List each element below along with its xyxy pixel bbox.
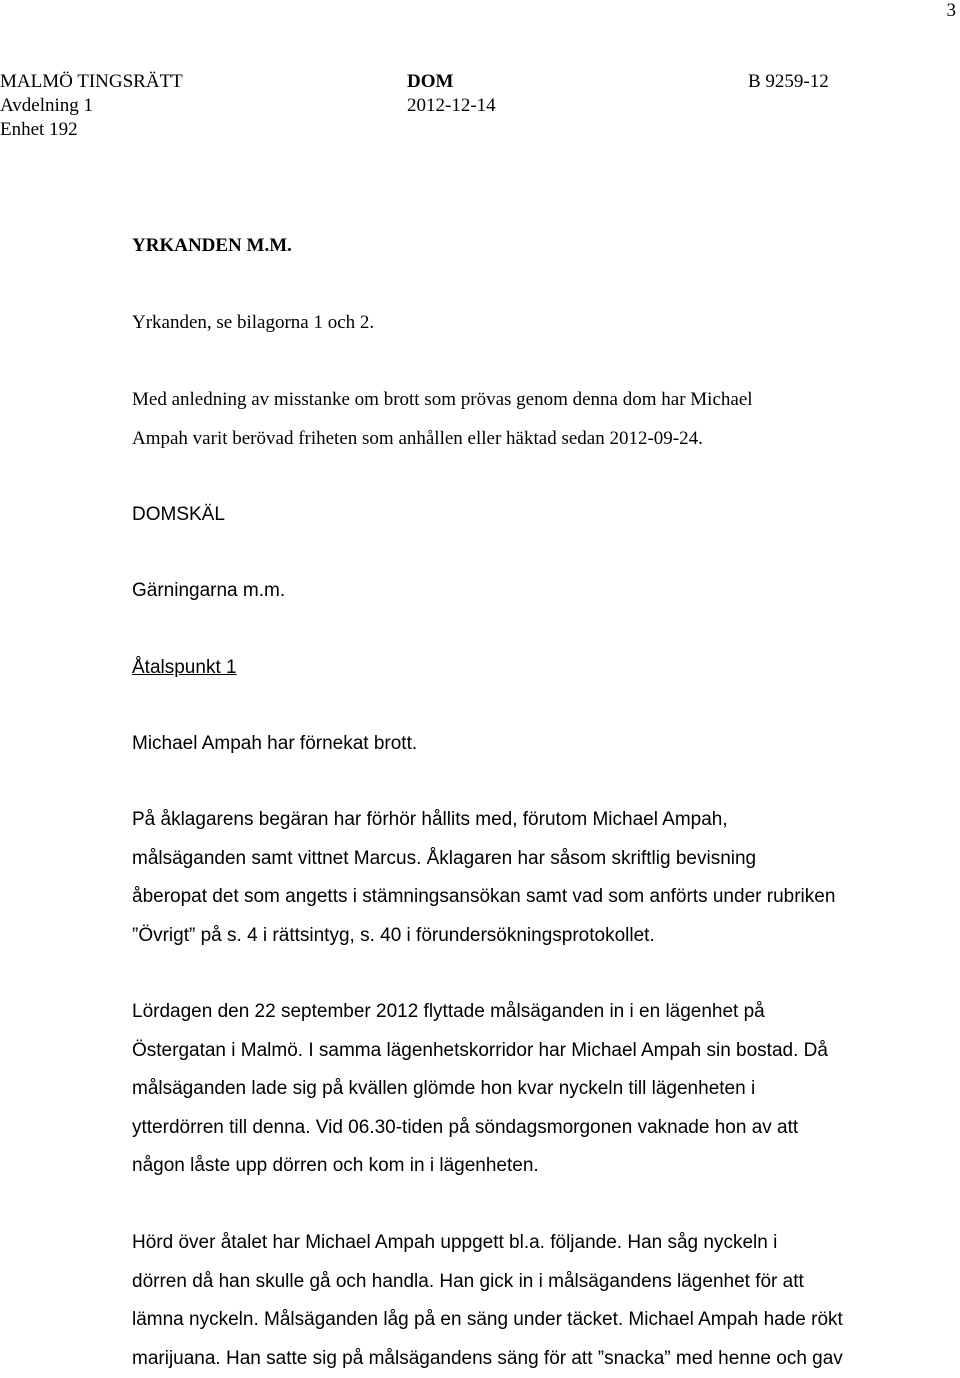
paragraph-line: lämna nyckeln. Målsäganden låg på en säng under täcket. Michael Ampah hade rökt xyxy=(132,1301,922,1340)
denial-statement: Michael Ampah har förnekat brott. xyxy=(132,733,922,755)
document-date: 2012-12-14 xyxy=(407,94,496,118)
count-title: Åtalspunkt 1 xyxy=(132,657,922,679)
paragraph-line: Hörd över åtalet har Michael Ampah uppgett bl.a. följande. Han såg nyckeln i xyxy=(132,1224,922,1263)
paragraph-line: Lördagen den 22 september 2012 flyttade målsäganden in i en lägenhet på xyxy=(132,993,922,1032)
section-heading-yrkanden: YRKANDEN M.M. xyxy=(132,235,922,257)
document-type: DOM xyxy=(407,70,496,94)
document-type-info xyxy=(407,70,496,118)
page-number: 3 xyxy=(947,0,957,22)
claims-reference: Yrkanden, se bilagorna 1 och 2. xyxy=(132,312,922,334)
paragraph-line: Ampah varit berövad friheten som anhållen eller häktad sedan 2012-09-24. xyxy=(132,420,922,459)
paragraph-line: På åklagarens begäran har förhör hållits med, förutom Michael Ampah, xyxy=(132,801,922,840)
paragraph-line: Östergatan i Malmö. I samma lägenhetskorridor har Michael Ampah sin bostad. Då xyxy=(132,1032,922,1071)
evidence-paragraph xyxy=(132,801,922,955)
facts-paragraph xyxy=(132,993,922,1186)
testimony-paragraph xyxy=(132,1224,922,1378)
paragraph-line: ”Övrigt” på s. 4 i rättsintyg, s. 40 i förundersökningsprotokollet. xyxy=(132,917,922,956)
subheading-garningarna: Gärningarna m.m. xyxy=(132,580,922,602)
court-name: MALMÖ TINGSRÄTT xyxy=(0,70,183,94)
paragraph-line: ytterdörren till denna. Vid 06.30-tiden på söndagsmorgonen vaknade hon av att xyxy=(132,1109,922,1148)
paragraph-line: marijuana. Han satte sig på målsägandens säng för att ”snacka” med henne och gav xyxy=(132,1340,922,1378)
paragraph-line: åberopat det som angetts i stämningsansökan samt vad som anförts under rubriken xyxy=(132,878,922,917)
paragraph-line: någon låste upp dörren och kom in i lägenheten. xyxy=(132,1147,922,1186)
detention-paragraph xyxy=(132,381,922,458)
case-number: B 9259-12 xyxy=(748,70,829,94)
paragraph-line: dörren då han skulle gå och handla. Han gick in i målsägandens lägenhet för att xyxy=(132,1263,922,1302)
paragraph-line: Med anledning av misstanke om brott som prövas genom denna dom har Michael xyxy=(132,381,922,420)
paragraph-line: målsäganden lade sig på kvällen glömde hon kvar nyckeln till lägenheten i xyxy=(132,1070,922,1109)
paragraph-line: målsäganden samt vittnet Marcus. Åklagaren har såsom skriftlig bevisning xyxy=(132,840,922,879)
section-heading-domskal: DOMSKÄL xyxy=(132,504,922,526)
unit: Enhet 192 xyxy=(0,118,183,142)
division: Avdelning 1 xyxy=(0,94,183,118)
court-info xyxy=(0,70,183,142)
